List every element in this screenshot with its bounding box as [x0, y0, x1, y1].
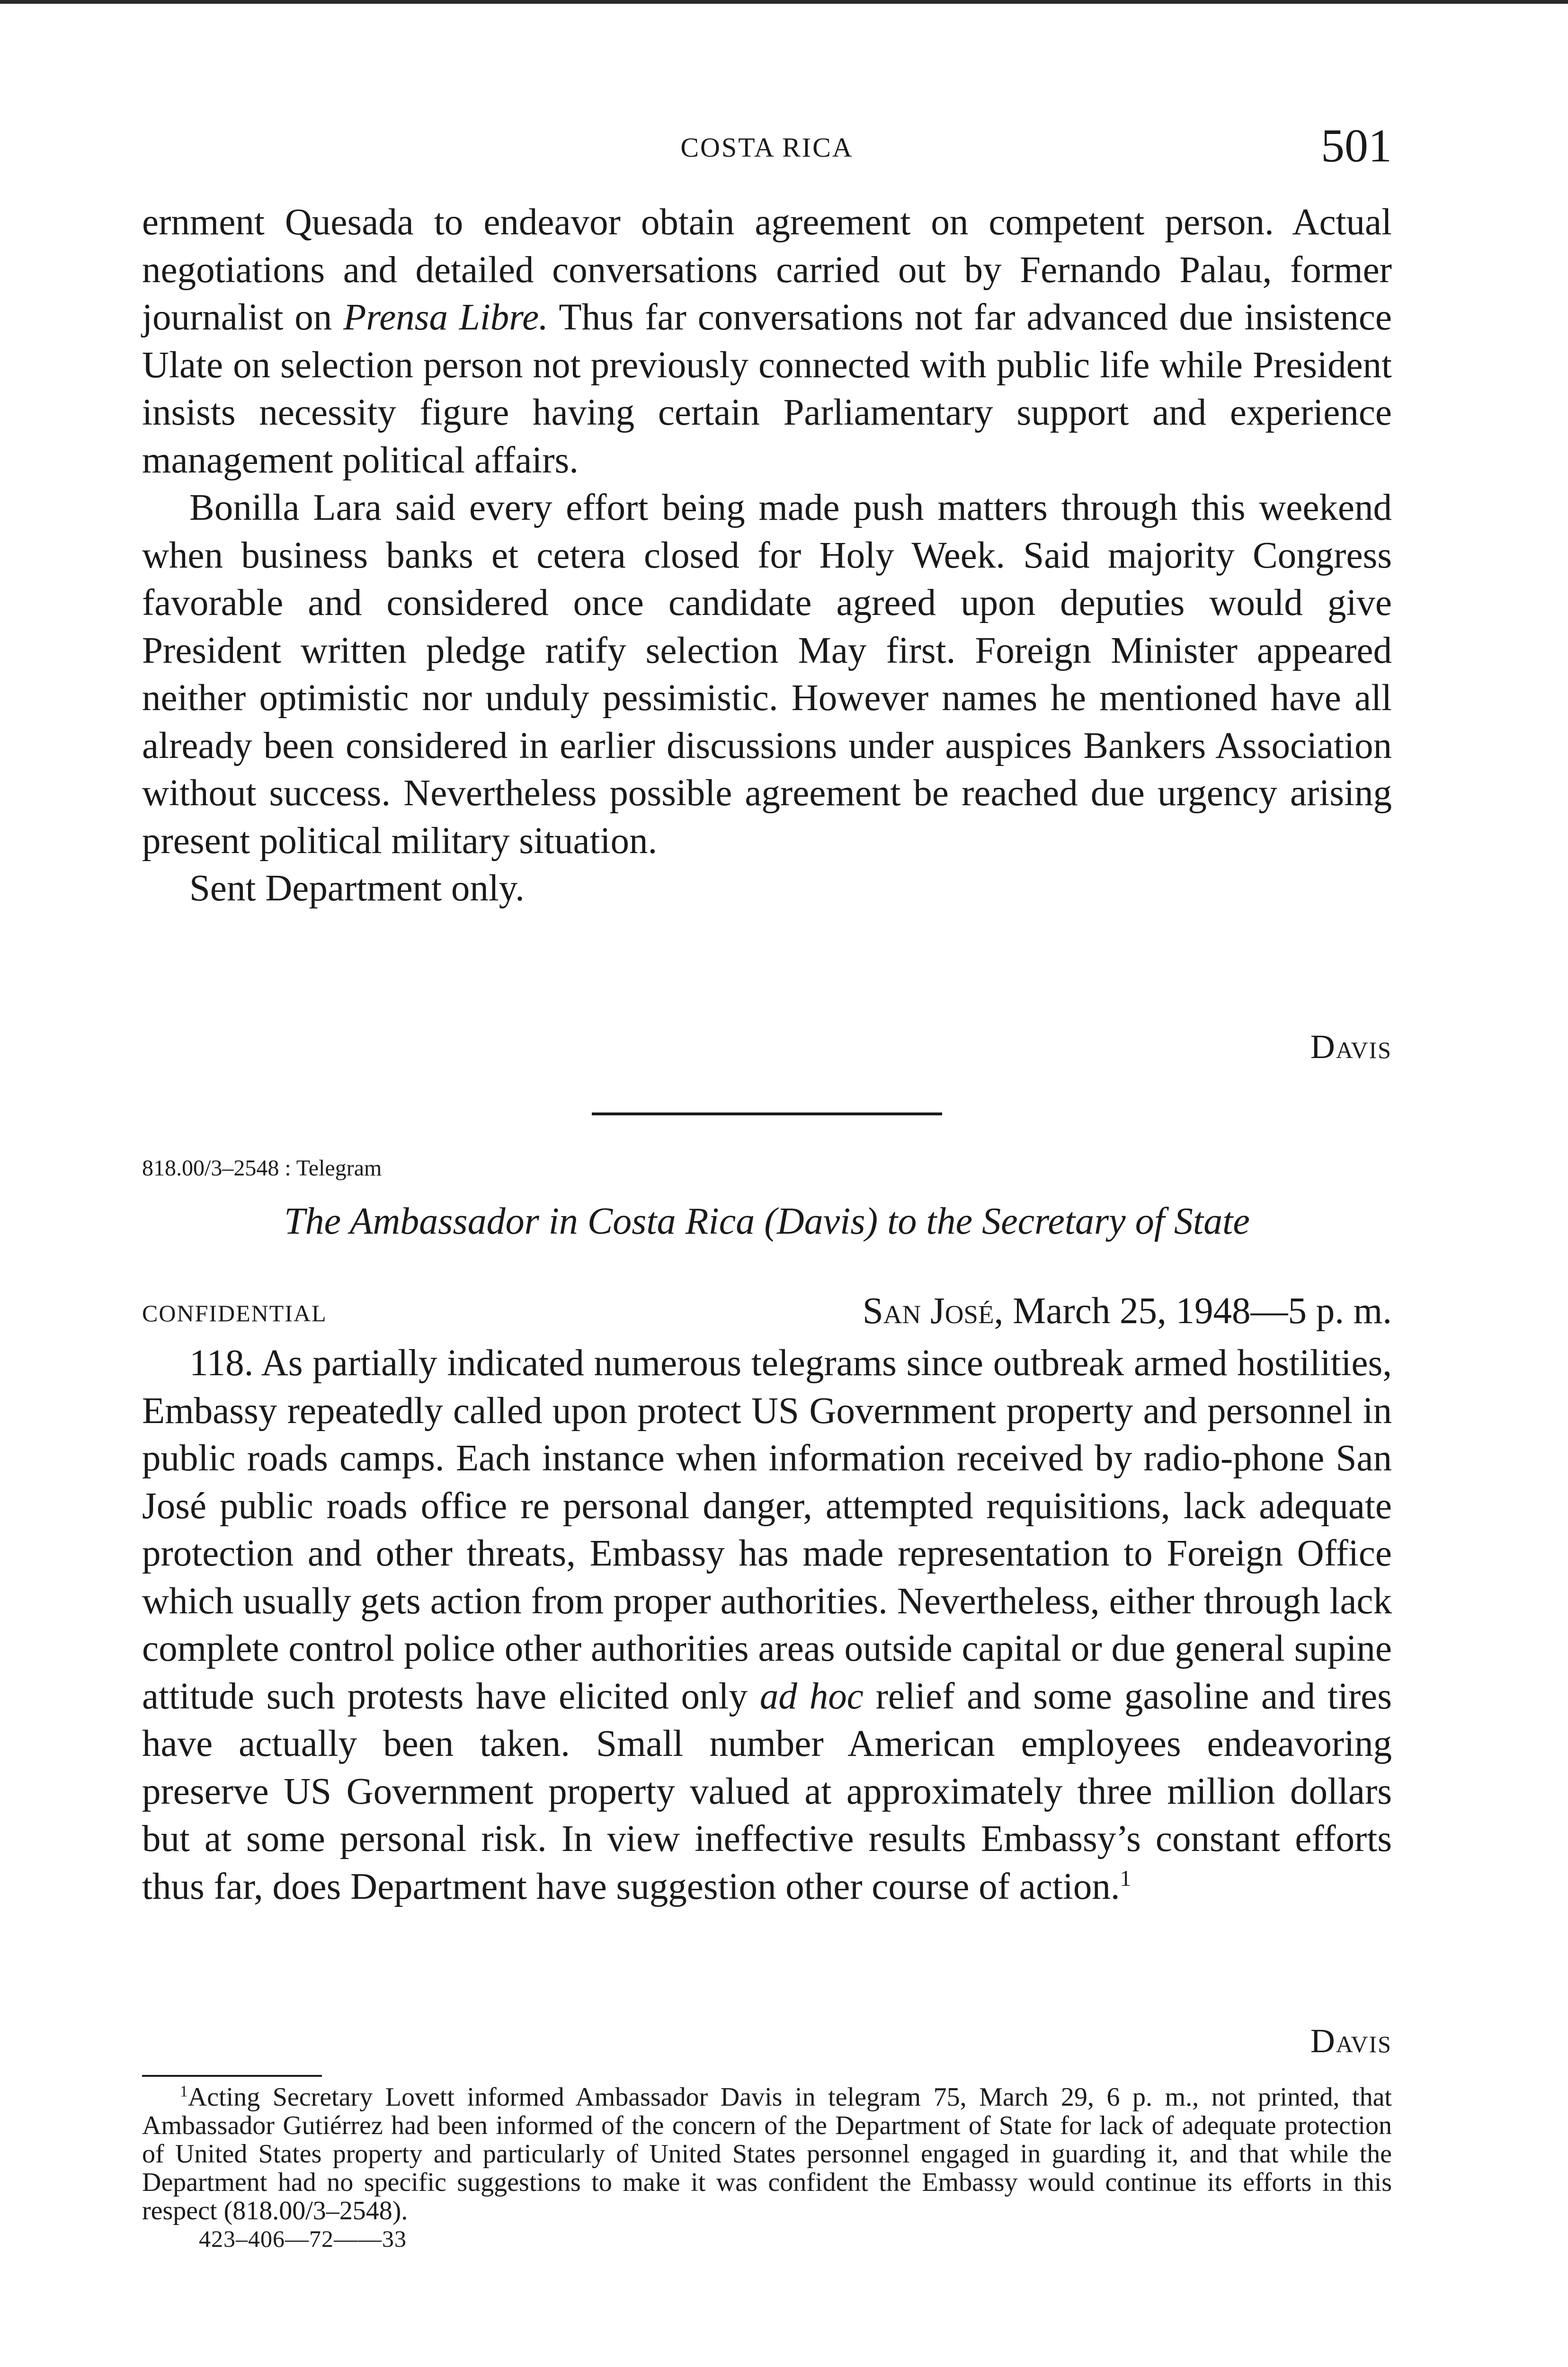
top-border-rule — [0, 0, 1568, 4]
footnote-text: Acting Secretary Lovett informed Ambassador Davis in telegram 75, March 29, 6 p. m., not printed, that Ambassador Gutiérrez had been informed of the concern of the Department of State for lack of adequate protection of United States property and particularly of United States personnel engaged in guarding it, and that while the Department had no specific suggestions to make it was confident the Embassy would continue its efforts in this respect (818.00/3–2548). — [142, 2082, 1392, 2225]
running-head — [142, 118, 1392, 172]
footnote-reference: 1 — [1120, 1866, 1131, 1891]
document-title: The Ambassador in Costa Rica (Davis) to the Secretary of State — [284, 1201, 1250, 1242]
footnote-rule — [142, 2075, 322, 2077]
paragraph: Bonilla Lara said every effort being made push matters through this weekend when business banks et cetera closed for Holy Week. Said majority Congress favorable and considered once candidate agreed upon deputies would give President written pledge ratify selection May first. Foreign Minister appeared neither optimistic nor unduly pessimistic. However names he mentioned have all already been considered in earlier discussions under auspices Bankers Association without success. Nevertheless possible agreement be reached due urgency arising present political military situation. — [142, 487, 1392, 862]
footnote-marker: 1 — [180, 2082, 188, 2100]
dateline — [863, 1290, 1392, 1333]
continued-telegram-body — [142, 199, 1392, 913]
page-number: 501 — [1321, 119, 1392, 172]
dateline-place: San José — [862, 1290, 994, 1332]
signature: Davis — [1310, 2022, 1392, 2060]
classification-label: CONFIDENTIAL — [142, 1300, 327, 1326]
file-reference: 818.00/3–2548 : Telegram — [142, 1156, 382, 1181]
footnote — [142, 2083, 1392, 2225]
running-title: COSTA RICA — [680, 132, 854, 163]
paragraph: ernment Quesada to endeavor obtain agreement on competent person. Actual negotiations and detailed conversations carried out by Fernando Palau, former journalist on Prensa Libre. Thus far conversations not far advanced due insistence Ulate on selection person not previously connected with public life while President insists necessity figure having certain Parliamentary support and experience management political affairs. — [142, 202, 1392, 481]
section-divider — [592, 1112, 942, 1115]
paragraph: Sent Department only. — [189, 868, 525, 909]
latin-phrase: ad hoc — [759, 1675, 864, 1717]
telegram-body — [142, 1340, 1392, 1911]
paragraph: 118. As partially indicated numerous telegrams since outbreak armed hostilities, Embassy repeatedly called upon protect US Government property and personnel in public roads camps. Each instance when information received by radio-phone San José public roads office re personal danger, attempted requisitions, lack adequate protection and other threats, Embassy has made representation to Foreign Office which usually gets action from proper authorities. Nevertheless, either through lack complete control police other authorities areas outside capital or due general supine attitude such protests have elicited only ad hoc relief and some gasoline and tires have actually been taken. Small number American employees endeavoring preserve US Government property valued at approximately three million dollars but at some personal risk. In view ineffective results Embassy’s constant efforts thus far, does Department have suggestion other course of action.$^1$ — [142, 1343, 1392, 1907]
dateline-date: , March 25, 1948—5 p. m. — [994, 1290, 1392, 1332]
print-code: 423–406—72——33 — [199, 2225, 407, 2252]
newspaper-title: Prensa Libre. — [343, 297, 548, 338]
signature: Davis — [1310, 1028, 1392, 1066]
